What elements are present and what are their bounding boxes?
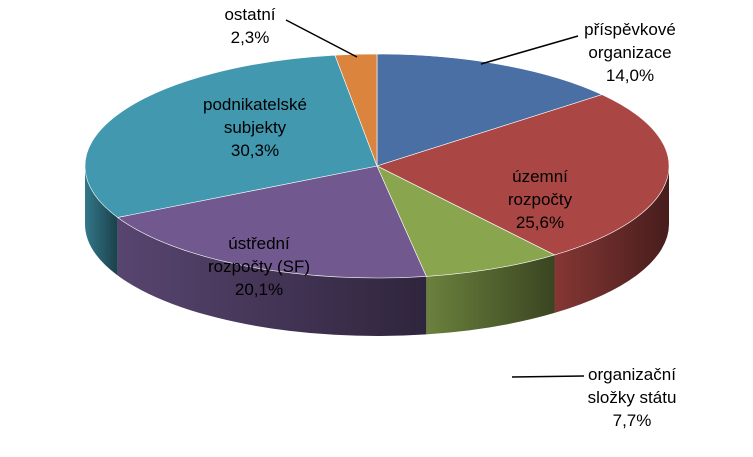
slice-value-label-1: 25,6% [515,213,565,232]
slice-category-label-1: rozpočty [507,190,573,209]
slice-category-label-1: územní [512,167,568,186]
slice-category-label-4: subjekty [223,118,287,137]
leader-line-5 [286,20,357,57]
slice-category-label-2: složky státu [587,388,677,407]
slice-value-label-3: 20,1% [234,280,284,299]
leader-line-2 [512,376,584,377]
pie-top-faces [85,54,669,278]
slice-category-label-3: ústřední [228,234,290,253]
slice-category-label-2: organizační [588,365,676,384]
slice-value-label-4: 30,3% [230,141,280,160]
slice-category-label-4: podnikatelské [203,95,307,114]
slice-value-label-0: 14,0% [605,66,655,85]
slice-value-label-5: 2,3% [230,28,270,47]
leader-line-0 [481,36,578,64]
slice-value-label-2: 7,7% [612,411,652,430]
slice-category-label-0: organizace [588,43,672,62]
slice-category-label-5: ostatní [224,5,276,24]
slice-category-label-0: příspěvkové [584,20,676,39]
slice-category-label-3: rozpočty (SF) [207,257,311,276]
